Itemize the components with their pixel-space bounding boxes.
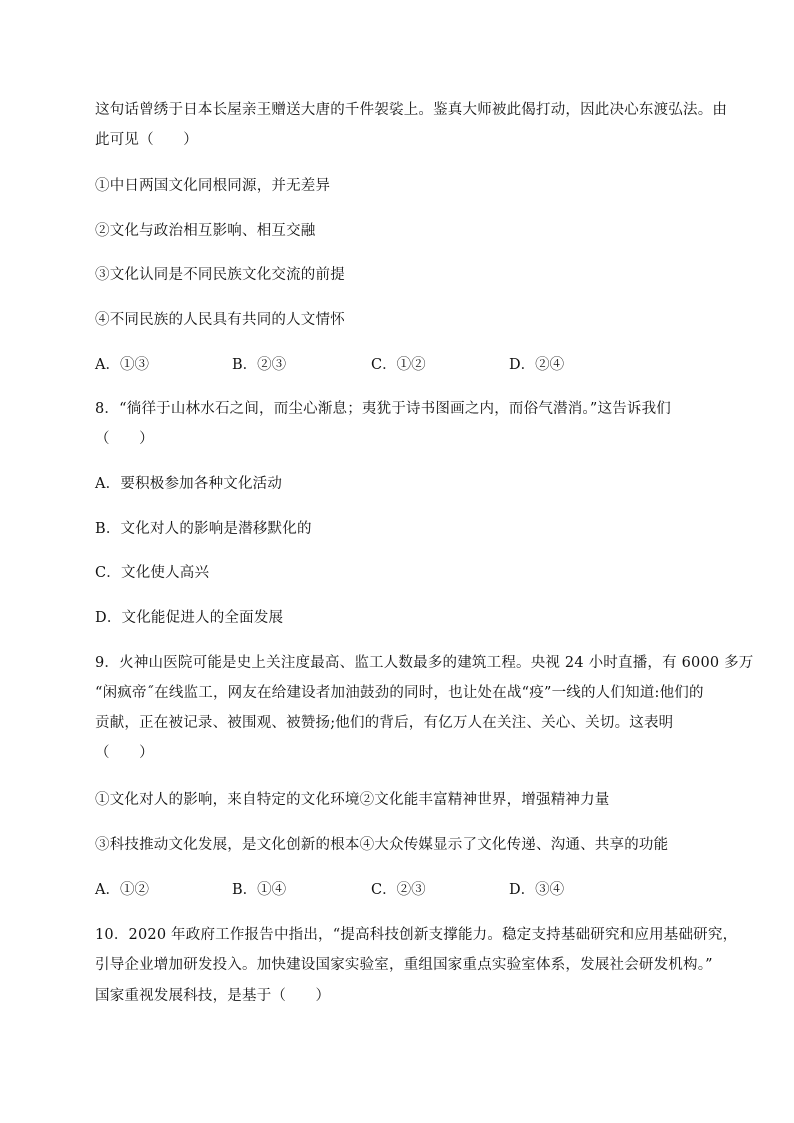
q7-stem-line-1: 这句话曾绣于日本长屋亲王赠送大唐的千件袈裟上。鉴真大师被此偈打动，因此决心东渡弘法。由 <box>95 102 728 118</box>
q9-stem-line-4: （ ） <box>95 745 154 761</box>
q8-option-d: D．文化能促进人的全面发展 <box>95 610 284 626</box>
q8-option-c: C．文化使人高兴 <box>95 565 210 581</box>
q7-option-d: D．②④ <box>509 357 565 373</box>
q9-stem-line-2: “闲疯帝˝在线监工，网友在给建设者加油鼓劲的同时，也让处在战“疫”一线的人们知道:他们的 <box>95 685 704 701</box>
q10-stem-line-2: 引导企业增加研发投入。加快建设国家实验室，重组国家重点实验室体系，发展社会研发机构。” <box>95 957 713 973</box>
q9-stem-line-1: 9．火神山医院可能是史上关注度最高、监工人数最多的建筑工程。央视 24 小时直播，有 6000 多万 <box>95 655 754 671</box>
q9-option-b: B．①④ <box>232 882 287 898</box>
q9-option-a: A．①② <box>95 882 149 898</box>
q9-item-2: ③科技推动文化发展，是文化创新的根本④大众传媒显示了文化传递、沟通、共享的功能 <box>95 837 669 853</box>
q10-stem-line-3: 国家重视发展科技，是基于（ ） <box>95 988 331 1004</box>
q9-item-1: ①文化对人的影响，来自特定的文化环境②文化能丰富精神世界，增强精神力量 <box>95 792 610 808</box>
q7-option-c: C．①② <box>371 357 426 373</box>
q8-stem-line-2: （ ） <box>95 431 154 447</box>
q9-stem-line-3: 贡献，正在被记录、被围观、被赞扬;他们的背后，有亿万人在关注、关心、关切。这表明 <box>95 715 674 731</box>
q7-option-a: A．①③ <box>95 357 149 373</box>
q7-stem-line-2: 此可见（ ） <box>95 132 198 148</box>
q8-stem-line-1: 8．“徜徉于山林水石之间，而尘心渐息；夷犹于诗书图画之内，而俗气潜消。”这告诉我们 <box>95 401 671 417</box>
q7-item-2: ②文化与政治相互影响、相互交融 <box>95 223 316 239</box>
q7-item-3: ③文化认同是不同民族文化交流的前提 <box>95 267 345 283</box>
q10-stem-line-1: 10．2020 年政府工作报告中指出，“提高科技创新支撑能力。稳定支持基础研究和应用基础研究， <box>95 927 738 943</box>
q7-item-1: ①中日两国文化同根同源，并无差异 <box>95 178 331 194</box>
q9-option-c: C．②③ <box>371 882 426 898</box>
q7-item-4: ④不同民族的人民具有共同的人文情怀 <box>95 312 345 328</box>
q9-option-d: D．③④ <box>509 882 565 898</box>
q7-option-b: B．②③ <box>232 357 287 373</box>
q8-option-b: B．文化对人的影响是潜移默化的 <box>95 521 312 537</box>
q8-option-a: A．要积极参加各种文化活动 <box>95 476 283 492</box>
